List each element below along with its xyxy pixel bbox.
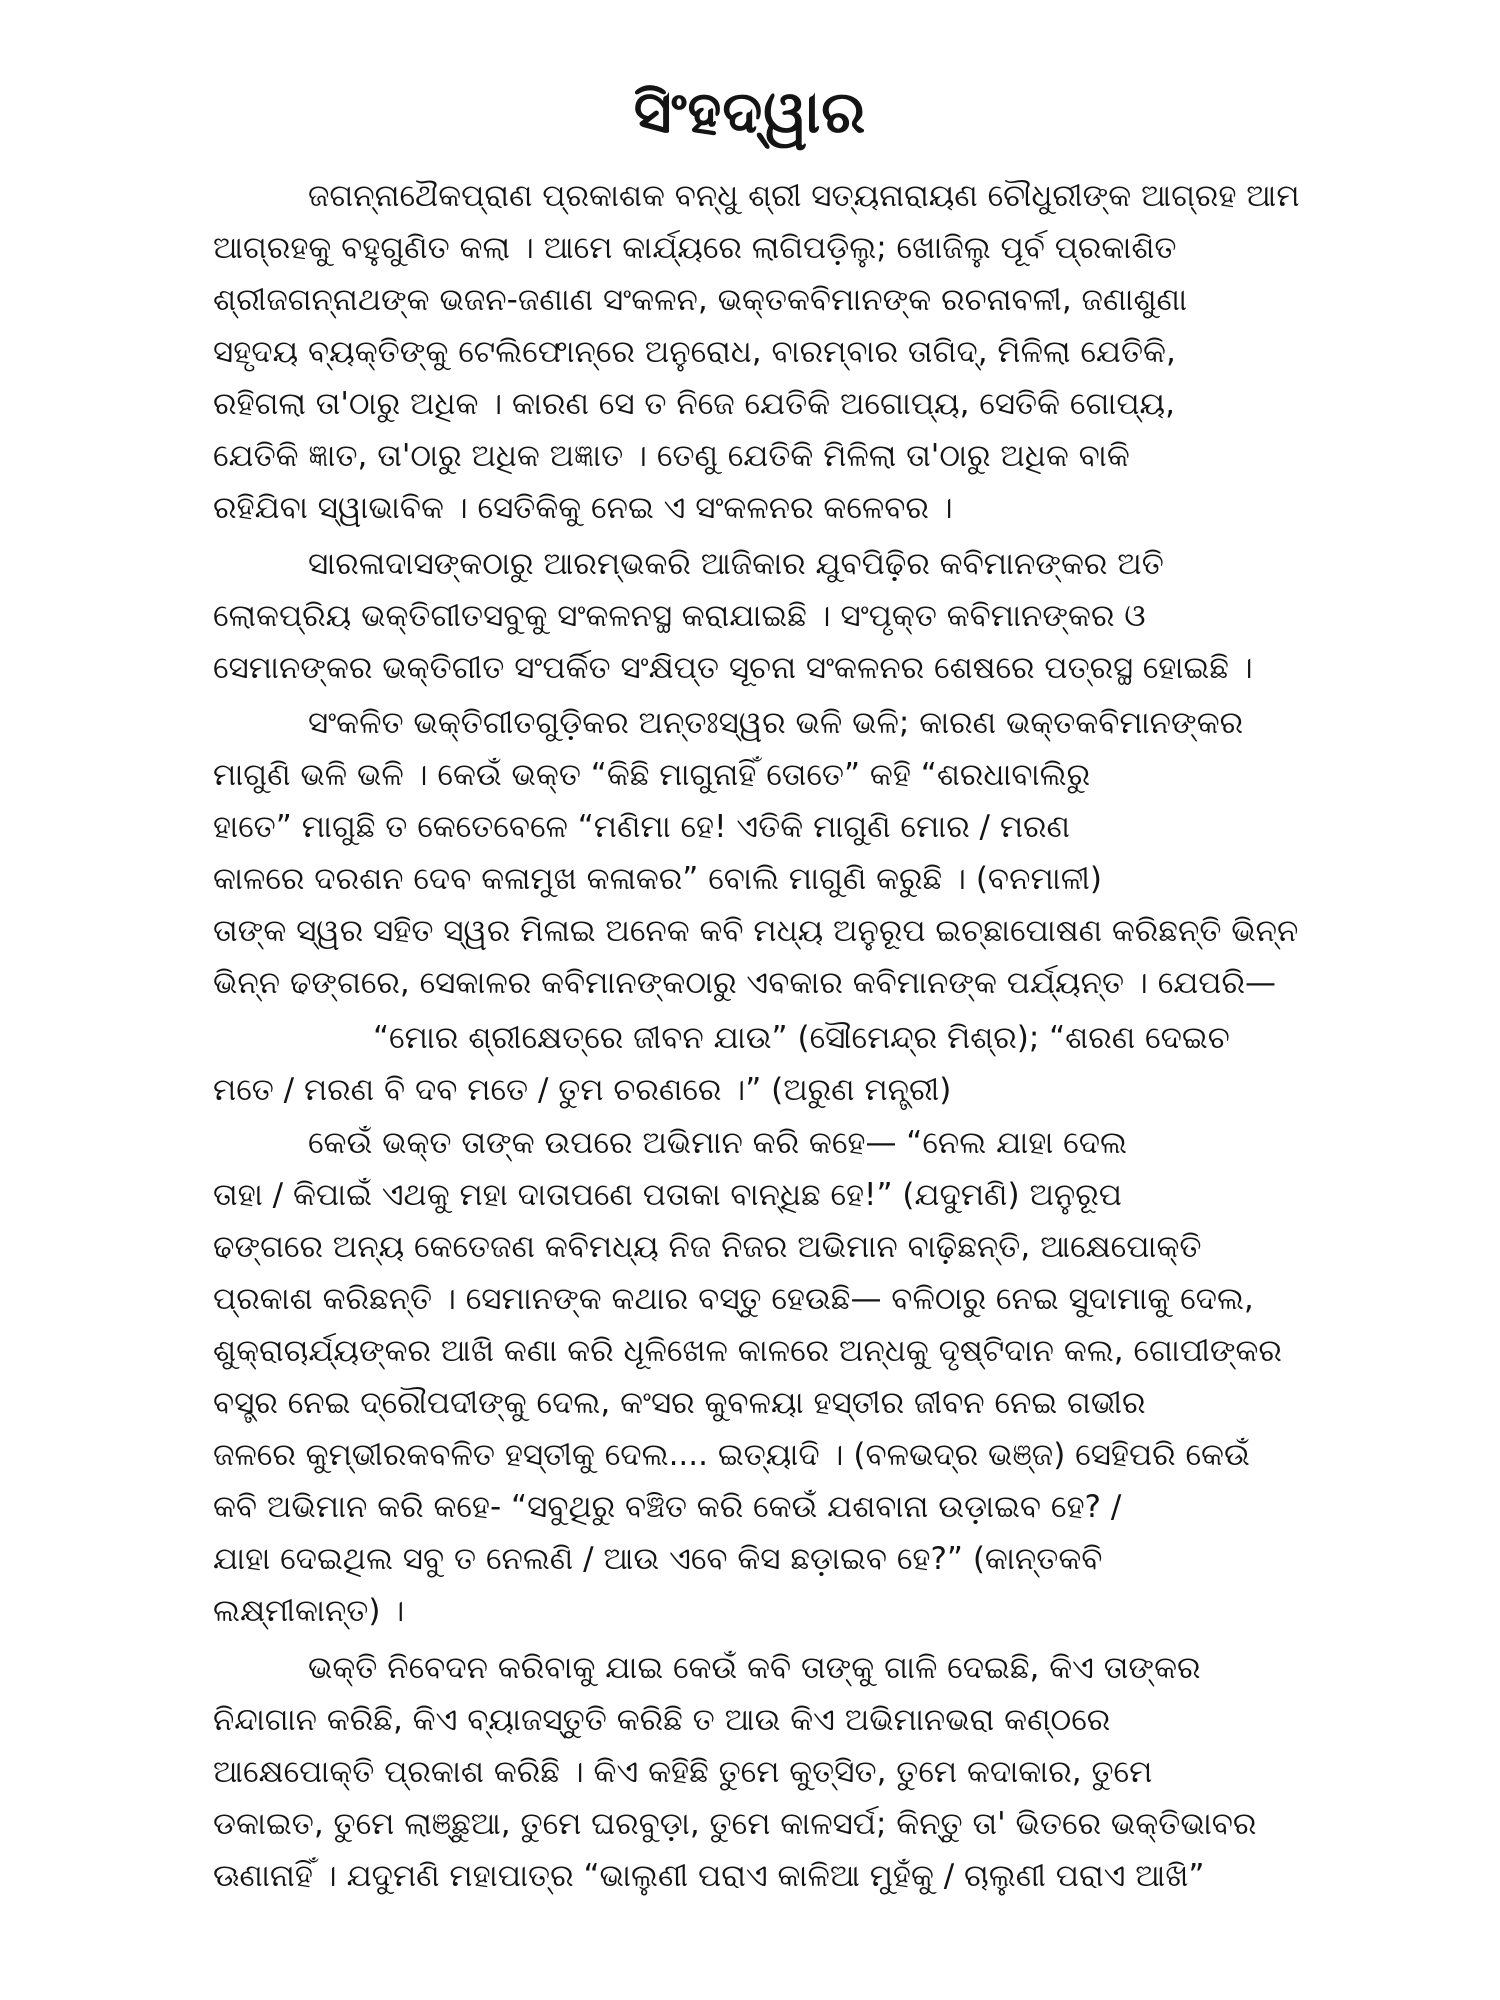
text-line: ଢଙ୍ଗରେ ଅନ୍ୟ କେତେଜଣ କବିମଧ୍ୟ ନିଜ ନିଜର ଅଭିମାନ ବାଢ଼ିଛନ୍ତି, ଆକ୍ଷେପୋକ୍ତି bbox=[213, 1229, 1202, 1265]
text-line: ତାଙ୍କ ସ୍ୱର ସହିତ ସ୍ୱର ମିଳାଇ ଅନେକ କବି ମଧ୍ୟ ଅନୁରୂପ ଇଚ୍ଛାପୋଷଣ କରିଛନ୍ତି ଭିନ୍ନ bbox=[213, 913, 1299, 949]
text-line: ଜଳରେ କୁମ୍ଭୀରକବଳିତ ହସ୍ତୀକୁ ଦେଲ.... ଇତ୍ୟାଦି । (ବଳଭଦ୍ର ଭଞ୍ଜ) ସେହିପରି କେଉଁ bbox=[213, 1437, 1250, 1473]
text-line: ଭକ୍ତି ନିବେଦନ କରିବାକୁ ଯାଇ କେଉଁ କବି ତାଙ୍କୁ ଗାଳି ଦେଇଛି, କିଏ ତାଙ୍କର bbox=[308, 1650, 1201, 1686]
text-line: ବସ୍ତ୍ର ନେଇ ଦ୍ରୌପଦୀଙ୍କୁ ଦେଲ, କଂସର କୁବଳୟା ହସ୍ତୀର ଜୀବନ ନେଇ ଗଭୀର bbox=[213, 1385, 1146, 1421]
text-line: ନିନ୍ଦାଗାନ କରିଛି, କିଏ ବ୍ୟାଜସ୍ତୁତି କରିଛି ତ ଆଉ କିଏ ଅଭିମାନଭରା କଣ୍ଠରେ bbox=[213, 1702, 1111, 1738]
paragraph-4 bbox=[213, 1117, 1315, 1637]
text-line: ଊଣାନାହିଁ । ଯଦୁମଣି ମହାପାତ୍ର “ଭାଲୁଣୀ ପରାଏ କାଳିଆ ମୁହଁକୁ / ଚାଲୁଣୀ ପରାଏ ଆଖି” bbox=[213, 1858, 1205, 1894]
text-line: ମତେ / ମରଣ ବି ଦବ ମତେ / ତୁମ ଚରଣରେ ।” (ଅରୁଣ ମନ୍ତ୍ରୀ) bbox=[213, 1072, 952, 1108]
text-line: ଲକ୍ଷ୍ମୀକାନ୍ତ) । bbox=[213, 1593, 405, 1629]
text-line: ସହୃଦୟ ବ୍ୟକ୍ତିଙ୍କୁ ଟେଲିଫୋନ୍‌ରେ ଅନୁରୋଧ, ବାରମ୍ବାର ତାଗିଦ୍, ମିଳିଲା ଯେତିକି, bbox=[213, 334, 1176, 370]
quote-paragraph bbox=[213, 1012, 1315, 1116]
paragraph-5 bbox=[213, 1642, 1315, 1902]
paragraph-1 bbox=[213, 170, 1315, 534]
text-line: ହାତେ” ମାଗୁଛି ତ କେତେବେଳେ “ମଣିମା ହେ! ଏତିକି ମାଗୁଣି ମୋର / ମରଣ bbox=[213, 809, 1070, 845]
text-line: ଶୁକ୍ରାଚାର୍ଯ୍ୟଙ୍କର ଆଖି କଣା କରି ଧୂଳିଖେଳ କାଳରେ ଅନ୍ଧକୁ ଦୃଷ୍ଟିଦାନ କଲ, ଗୋପୀଙ୍କର bbox=[213, 1333, 1282, 1369]
text-line: ସଂକଳିତ ଭକ୍ତିଗୀତଗୁଡ଼ିକର ଅନ୍ତଃସ୍ୱର ଭଳି ଭଳି; କାରଣ ଭକ୍ତକବିମାନଙ୍କର bbox=[308, 705, 1244, 741]
page-title: ସିଂହଦ୍ୱାର bbox=[633, 78, 867, 146]
paragraph-3 bbox=[213, 697, 1315, 1009]
text-line: ରହିଯିବା ସ୍ୱାଭାବିକ । ସେତିକିକୁ ନେଇ ଏ ସଂକଳନର କଳେବର । bbox=[213, 490, 953, 526]
text-line: ଲୋକପ୍ରିୟ ଭକ୍ତିଗୀତସବୁକୁ ସଂକଳନସ୍ଥ କରାଯାଇଛି । ସଂପୃକ୍ତ କବିମାନଙ୍କର ଓ bbox=[213, 598, 1146, 634]
text-line: “ମୋର ଶ୍ରୀକ୍ଷେତ୍ରେ ଜୀବନ ଯାଉ” (ସୌମେନ୍ଦ୍ର ମିଶ୍ର); “ଶରଣ ଦେଇଚ bbox=[373, 1020, 1230, 1056]
text-line: ତାହା / କିପାଇଁ ଏଥକୁ ମହା ଦାତାପଣେ ପତାକା ବାନ୍ଧିଛ ହେ!” (ଯଦୁମଣି) ଅନୁରୂପ bbox=[213, 1177, 1122, 1213]
text-line: ମାଗୁଣି ଭଳି ଭଳି । କେଉଁ ଭକ୍ତ “କିଛି ମାଗୁନାହିଁ ତୋତେ” କହି “ଶରଧାବାଲିରୁ bbox=[213, 757, 1091, 793]
text-line: ଶ୍ରୀଜଗନ୍ନାଥଙ୍କ ଭଜନ-ଜଣାଣ ସଂକଳନ, ଭକ୍ତକବିମାନଙ୍କ ରଚନାବଳୀ, ଜଣାଶୁଣା bbox=[213, 282, 1188, 318]
text-line: ଯେତିକି ଜ୍ଞାତ, ତା'ଠାରୁ ଅଧିକ ଅଜ୍ଞାତ । ତେଣୁ ଯେତିକି ମିଳିଲା ତା'ଠାରୁ ଅଧିକ ବାକି bbox=[213, 438, 1130, 474]
text-line: ଆଗ୍ରହକୁ ବହୁଗୁଣିତ କଲା । ଆମେ କାର୍ଯ୍ୟରେ ଲାଗିପଡ଼ିଲୁ; ଖୋଜିଲୁ ପୂର୍ବ ପ୍ରକାଶିତ bbox=[213, 230, 1177, 266]
text-line: ସାରଳାଦାସଙ୍କଠାରୁ ଆରମ୍ଭକରି ଆଜିକାର ଯୁବପିଢ଼ିର କବିମାନଙ୍କର ଅତି bbox=[308, 546, 1164, 582]
text-line: କବି ଅଭିମାନ କରି କହେ- “ସବୁଥିରୁ ବଞ୍ଚିତ କରି କେଉଁ ଯଶବାନା ଉଡ଼ାଇବ ହେ? / bbox=[213, 1489, 1122, 1525]
text-line: କାଳରେ ଦରଶନ ଦେବ କଳାମୁଖ କଳାକର” ବୋଲି ମାଗୁଣି କରୁଛି । (ବନମାଳୀ) bbox=[213, 861, 1102, 897]
text-line: ଆକ୍ଷେପୋକ୍ତି ପ୍ରକାଶ କରିଛି । କିଏ କହିଛି ତୁମେ କୁତ୍ସିତ, ତୁମେ କଦାକାର, ତୁମେ bbox=[213, 1754, 1153, 1790]
text-line: ଡକାଇତ, ତୁମେ ଲାଞ୍ଛୁଆ, ତୁମେ ଘରବୁଡ଼ା, ତୁମେ କାଳସର୍ପ; କିନ୍ତୁ ତା' ଭିତରେ ଭକ୍ତିଭାବର bbox=[213, 1806, 1257, 1842]
text-line: କେଉଁ ଭକ୍ତ ତାଙ୍କ ଉପରେ ଅଭିମାନ କରି କହେ— “ନେଲ ଯାହା ଦେଲ bbox=[308, 1125, 1128, 1161]
text-line: ରହିଗଲା ତା'ଠାରୁ ଅଧିକ । କାରଣ ସେ ତ ନିଜେ ଯେତିକି ଅଗୋପ୍ୟ, ସେତିକି ଗୋପ୍ୟ, bbox=[213, 386, 1175, 422]
text-line: ଜଗନ୍ନାଥୈକପ୍ରାଣ ପ୍ରକାଶକ ବନ୍ଧୁ ଶ୍ରୀ ସତ୍ୟନାରାୟଣ ଚୌଧୁରୀଙ୍କ ଆଗ୍ରହ ଆମ bbox=[308, 178, 1300, 214]
text-line: ଯାହା ଦେଇଥିଲ ସବୁ ତ ନେଲଣି / ଆଉ ଏବେ କିସ ଛଡ଼ାଇବ ହେ?” (କାନ୍ତକବି bbox=[213, 1541, 1103, 1577]
paragraph-2 bbox=[213, 538, 1315, 694]
text-line: ସେମାନଙ୍କର ଭକ୍ତିଗୀତ ସଂପର୍କିତ ସଂକ୍ଷିପ୍ତ ସୂଚନା ସଂକଳନର ଶେଷରେ ପତ୍ରସ୍ଥ ହୋଇଛି । bbox=[213, 650, 1253, 686]
text-line: ପ୍ରକାଶ କରିଛନ୍ତି । ସେମାନଙ୍କ କଥାର ବସ୍ତୁ ହେଉଛି— ବଳିଠାରୁ ନେଇ ସୁଦାମାକୁ ଦେଲ, bbox=[213, 1281, 1254, 1317]
text-line: ଭିନ୍ନ ଢଙ୍ଗରେ, ସେକାଳର କବିମାନଙ୍କଠାରୁ ଏବକାର କବିମାନଙ୍କ ପର୍ଯ୍ୟନ୍ତ । ଯେପରି— bbox=[213, 965, 1276, 1001]
